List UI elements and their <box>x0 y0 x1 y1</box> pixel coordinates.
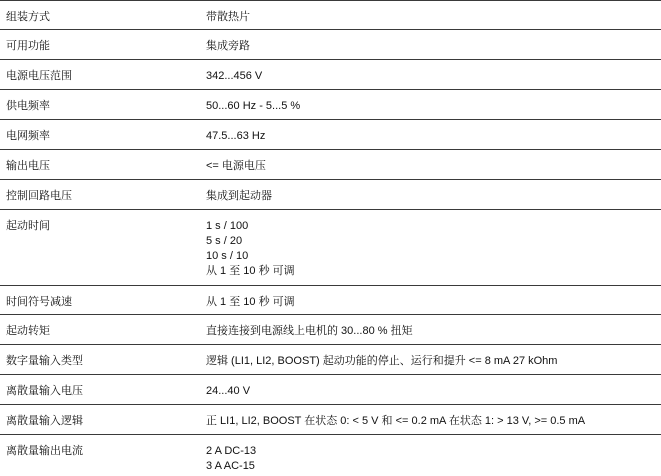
spec-value-line: 逻辑 (LI1, LI2, BOOST) 起动功能的停止、运行和提升 <= 8 mA 27 kOhm <box>206 355 558 367</box>
spec-value-line: 带散热片 <box>206 11 250 23</box>
spec-label: 数字量输入类型 <box>6 355 83 367</box>
spec-row <box>0 286 661 315</box>
spec-value <box>200 375 661 404</box>
spec-value-line: 3 A AC-15 <box>206 460 255 472</box>
spec-value <box>200 345 661 374</box>
spec-row <box>0 180 661 210</box>
spec-value-line: 50...60 Hz - 5...5 % <box>206 100 301 112</box>
spec-row <box>0 120 661 150</box>
spec-value-line: 集成到起动器 <box>206 190 272 202</box>
spec-value <box>200 286 661 314</box>
spec-value <box>200 180 661 209</box>
spec-row <box>0 345 661 375</box>
spec-value-line: 直接连接到电源线上电机的 30...80 % 扭矩 <box>206 325 413 337</box>
spec-value <box>200 90 661 119</box>
spec-row <box>0 60 661 90</box>
spec-value-line: 从 1 至 10 秒 可调 <box>206 296 295 308</box>
spec-value <box>200 1 661 29</box>
spec-label: 起动时间 <box>6 220 50 232</box>
spec-row <box>0 0 661 30</box>
spec-row <box>0 90 661 120</box>
spec-value <box>200 120 661 149</box>
spec-row <box>0 375 661 405</box>
spec-label: 起动转矩 <box>6 325 50 337</box>
spec-row <box>0 405 661 435</box>
spec-value-line: 1 s / 100 <box>206 220 249 232</box>
spec-row <box>0 435 661 475</box>
spec-value <box>200 210 661 285</box>
spec-label: 电网频率 <box>6 130 50 142</box>
spec-value-line: 从 1 至 10 秒 可调 <box>206 265 295 277</box>
spec-label: 组装方式 <box>6 11 50 23</box>
spec-value-line: 10 s / 10 <box>206 250 249 262</box>
spec-label: 可用功能 <box>6 40 50 52</box>
spec-label: 离散量输出电流 <box>6 445 83 457</box>
spec-value-line: 5 s / 20 <box>206 235 243 247</box>
spec-value-line: 24...40 V <box>206 385 251 397</box>
spec-row <box>0 30 661 60</box>
spec-value-line: <= 电源电压 <box>206 160 266 172</box>
spec-value <box>200 150 661 179</box>
spec-value <box>200 315 661 344</box>
spec-value-line: 47.5...63 Hz <box>206 130 266 142</box>
spec-value <box>200 30 661 59</box>
spec-label: 输出电压 <box>6 160 50 172</box>
spec-value <box>200 60 661 89</box>
spec-value-line: 正 LI1, LI2, BOOST 在状态 0: < 5 V 和 <= 0.2 mA 在状态 1: > 13 V, >= 0.5 mA <box>206 415 586 427</box>
spec-value-line: 集成旁路 <box>206 40 250 52</box>
spec-row <box>0 210 661 286</box>
spec-label: 供电频率 <box>6 100 50 112</box>
spec-label: 电源电压范围 <box>6 70 72 82</box>
spec-label: 控制回路电压 <box>6 190 72 202</box>
spec-label: 时间符号减速 <box>6 296 72 308</box>
spec-label: 离散量输入电压 <box>6 385 83 397</box>
spec-value-line: 342...456 V <box>206 70 263 82</box>
spec-label: 离散量输入逻辑 <box>6 415 83 427</box>
spec-row <box>0 150 661 180</box>
spec-value <box>200 435 661 475</box>
spec-value-line: 2 A DC-13 <box>206 445 257 457</box>
spec-value <box>200 405 661 434</box>
spec-row <box>0 315 661 345</box>
